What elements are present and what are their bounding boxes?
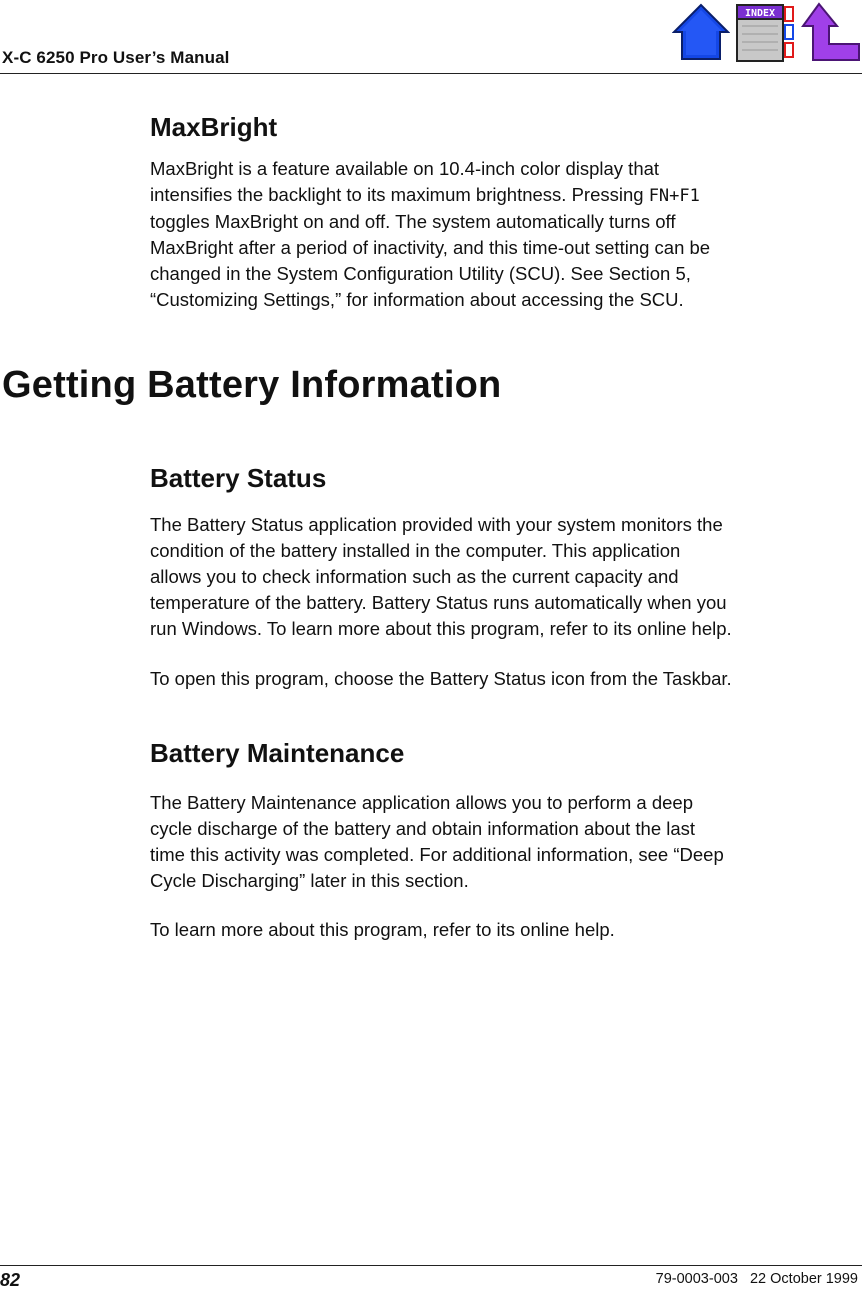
footer-divider xyxy=(0,1265,862,1266)
text-line: allows you to check information such as the current capacity and xyxy=(150,566,679,587)
battery-status-paragraph xyxy=(150,512,858,642)
text-line: MaxBright after a period of inactivity, and this time-out setting can be xyxy=(150,237,711,258)
text-line: “Customizing Settings,” for information about accessing the SCU. xyxy=(150,289,684,310)
text-line: time this activity was completed. For additional information, see “Deep xyxy=(150,844,724,865)
text-line: temperature of the battery. Battery Status runs automatically when you xyxy=(150,592,727,613)
battery-maintenance-paragraph-2 xyxy=(150,917,858,943)
text-line: cycle discharge of the battery and obtain information about the last xyxy=(150,818,696,839)
text-fragment: intensifies the backlight to its maximum brightness. Pressing xyxy=(150,184,649,205)
battery-maintenance-paragraph xyxy=(150,790,858,894)
text-line: Cycle Discharging” later in this section. xyxy=(150,870,469,891)
document-id-date: 79-0003-003 22 October 1999 xyxy=(655,1271,858,1287)
section-heading-battery-maintenance: Battery Maintenance xyxy=(150,738,405,768)
text-line: toggles MaxBright on and off. The system automatically turns off xyxy=(150,211,676,232)
section-heading-maxbright: MaxBright xyxy=(150,112,278,142)
home-icon[interactable] xyxy=(672,2,730,62)
text-line: The Battery Status application provided with your system monitors the xyxy=(150,514,723,535)
back-arrow-icon[interactable] xyxy=(801,2,861,64)
text-line: MaxBright is a feature available on 10.4-inch color display that xyxy=(150,158,660,179)
text-line: To learn more about this program, refer to its online help. xyxy=(150,919,615,940)
maxbright-paragraph xyxy=(150,156,858,313)
chapter-heading: Getting Battery Information xyxy=(2,364,502,406)
manual-title: X-C 6250 Pro User’s Manual xyxy=(2,48,230,67)
text-line: changed in the System Configuration Utility (SCU). See Section 5, xyxy=(150,263,691,284)
key-combo: FN+F1 xyxy=(648,186,700,206)
page-number: 82 xyxy=(0,1270,21,1290)
text-line: The Battery Maintenance application allows you to perform a deep xyxy=(150,792,693,813)
text-line: condition of the battery installed in the computer. This application xyxy=(150,540,681,561)
text-line xyxy=(150,182,858,209)
section-heading-battery-status: Battery Status xyxy=(150,463,327,493)
index-label: INDEX xyxy=(744,8,776,19)
battery-status-paragraph-2 xyxy=(150,666,858,692)
index-icon[interactable] xyxy=(734,2,796,64)
header-divider xyxy=(0,73,862,74)
text-line: To open this program, choose the Battery Status icon from the Taskbar. xyxy=(150,668,732,689)
page-header xyxy=(0,0,862,75)
text-line: run Windows. To learn more about this program, refer to its online help. xyxy=(150,618,732,639)
